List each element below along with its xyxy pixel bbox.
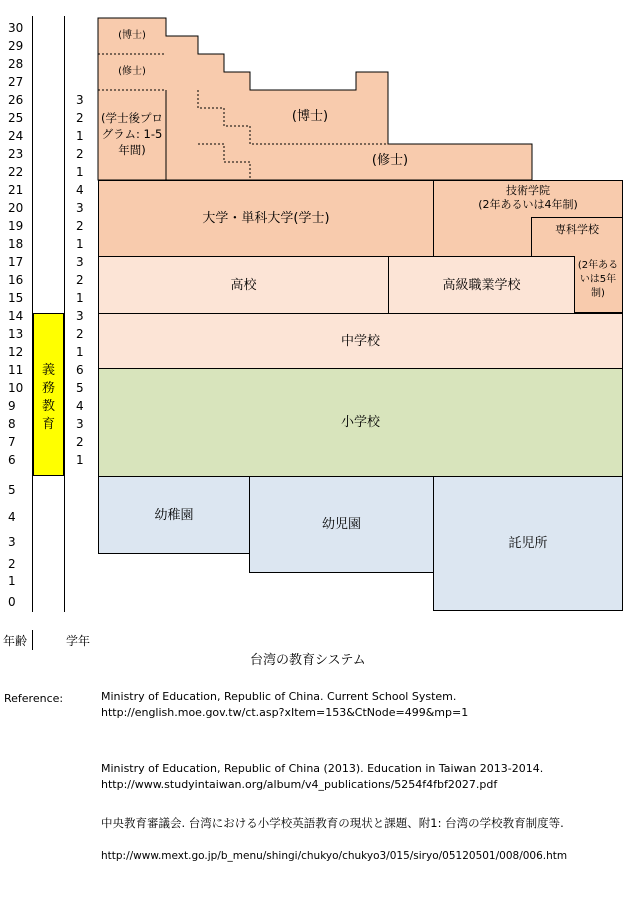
age-tick-label: 3 — [8, 535, 16, 549]
age-tick-label: 9 — [8, 399, 16, 413]
reference-1-line1: Ministry of Education, Republic of China. Current School System. — [101, 690, 457, 703]
diagram-title: 台湾の教育システム — [250, 653, 366, 668]
preschool-block — [249, 476, 434, 573]
grade-tick-label: 3 — [76, 201, 84, 215]
age-tick-label: 29 — [8, 39, 24, 53]
tech-college-block — [433, 180, 623, 218]
age-tick-label: 25 — [8, 111, 24, 125]
age-tick-label: 16 — [8, 273, 24, 287]
phd-small-label: (博士) — [118, 30, 146, 41]
grade-tick-label: 1 — [76, 453, 84, 467]
master-label: (修士) — [371, 153, 409, 168]
grade-tick-label: 2 — [76, 435, 84, 449]
grade-tick-label: 3 — [76, 93, 84, 107]
reference-3-line1: 中央教育審議会. 台湾における小学校英語教育の現状と課題、附1: 台湾の学校教育制度等. — [101, 816, 564, 830]
post-bachelor-label: (学士後プログラム: 1-5年間) — [101, 111, 163, 157]
reference-label: Reference: — [4, 692, 64, 705]
tech-college-label: 技術学院 (2年あるいは4年制) — [478, 184, 578, 211]
grade-tick-label: 6 — [76, 363, 84, 377]
compulsory-education-label — [34, 362, 63, 434]
grade-tick-label: 3 — [76, 417, 84, 431]
age-tick-label: 20 — [8, 201, 24, 215]
age-tick-label: 5 — [8, 483, 16, 497]
grade-axis-label: 学年 — [66, 634, 91, 648]
age-tick-label: 23 — [8, 147, 24, 161]
grade-tick-label: 1 — [76, 165, 84, 179]
age-tick-label: 22 — [8, 165, 24, 179]
reference-3-line2[interactable]: http://www.mext.go.jp/b_menu/shingi/chukyo/chukyo3/015/siryo/05120501/008/006.htm — [101, 850, 568, 862]
compulsory-education-bar — [33, 313, 64, 476]
age-axis-label: 年齢 — [3, 634, 28, 648]
compulsory-char: 務 — [41, 381, 55, 396]
elementary-block — [98, 368, 623, 477]
age-tick-label: 26 — [8, 93, 24, 107]
grade-tick-label: 2 — [76, 327, 84, 341]
age-label-tick — [32, 630, 33, 650]
age-tick-label: 19 — [8, 219, 24, 233]
age-tick-label: 8 — [8, 417, 16, 431]
kindergarten-label: 幼稚園 — [154, 507, 194, 523]
grade-tick-label: 1 — [76, 345, 84, 359]
age-tick-label: 28 — [8, 57, 24, 71]
reference-2-line1: Ministry of Education, Republic of China (2013). Education in Taiwan 2013-2014. — [101, 762, 544, 775]
grade-tick-label: 3 — [76, 255, 84, 269]
age-tick-label: 14 — [8, 309, 24, 323]
high-school-block — [98, 256, 389, 314]
nursery-block — [433, 476, 623, 611]
grade-tick-label: 3 — [76, 309, 84, 323]
compulsory-char: 育 — [41, 417, 55, 432]
reference-1-line2[interactable]: http://english.moe.gov.tw/ct.asp?xItem=153&CtNode=499&mp=1 — [101, 706, 469, 719]
university-block — [98, 180, 434, 257]
master-small-label: (修士) — [118, 66, 146, 77]
age-tick-label: 7 — [8, 435, 16, 449]
reference-2-line2[interactable]: http://www.studyintaiwan.org/album/v4_publications/5254f4fbf2027.pdf — [101, 778, 498, 791]
age-tick-label: 10 — [8, 381, 24, 395]
grade-tick-label: 2 — [76, 111, 84, 125]
age-tick-label: 1 — [8, 574, 16, 588]
age-tick-label: 30 — [8, 21, 24, 35]
nursery-label: 託児所 — [508, 536, 548, 551]
age-tick-label: 18 — [8, 237, 24, 251]
grade-tick-label: 4 — [76, 183, 84, 197]
age-tick-label: 13 — [8, 327, 24, 341]
grade-tick-label: 2 — [76, 147, 84, 161]
age-tick-label: 2 — [8, 557, 16, 571]
compulsory-char: 義 — [41, 363, 55, 378]
junior-college-note: (2年あるいは5年制) — [577, 260, 619, 299]
grade-tick-label: 1 — [76, 129, 84, 143]
phd-label: (博士) — [291, 109, 329, 124]
grade-tick-label: 1 — [76, 237, 84, 251]
high-school-label: 高校 — [230, 277, 257, 293]
age-tick-label: 27 — [8, 75, 24, 89]
age-tick-label: 0 — [8, 595, 16, 609]
junior-high-label: 中学校 — [340, 333, 380, 349]
elementary-label: 小学校 — [340, 415, 380, 430]
preschool-label: 幼児園 — [321, 517, 361, 532]
university-label: 大学・単科大学(学士) — [202, 211, 330, 226]
grade-tick-label: 5 — [76, 381, 84, 395]
compulsory-char: 教 — [41, 399, 55, 414]
age-tick-label: 6 — [8, 453, 16, 467]
age-tick-label: 4 — [8, 510, 16, 524]
grade-tick-label: 2 — [76, 273, 84, 287]
grade-tick-label: 4 — [76, 399, 84, 413]
vocational-high-block — [388, 256, 575, 314]
tech-college-lower — [433, 217, 532, 257]
kindergarten-block — [98, 476, 250, 554]
age-tick-label: 11 — [8, 363, 24, 377]
age-tick-label: 24 — [8, 129, 24, 143]
grade-tick-label: 2 — [76, 219, 84, 233]
junior-college-label: 専科学校 — [555, 223, 599, 236]
age-tick-label: 15 — [8, 291, 24, 305]
vocational-high-label: 高級職業学校 — [442, 277, 521, 293]
age-tick-label: 12 — [8, 345, 24, 359]
age-tick-label: 21 — [8, 183, 24, 197]
grade-tick-label: 1 — [76, 291, 84, 305]
junior-high-block — [98, 313, 623, 369]
age-tick-label: 17 — [8, 255, 24, 269]
